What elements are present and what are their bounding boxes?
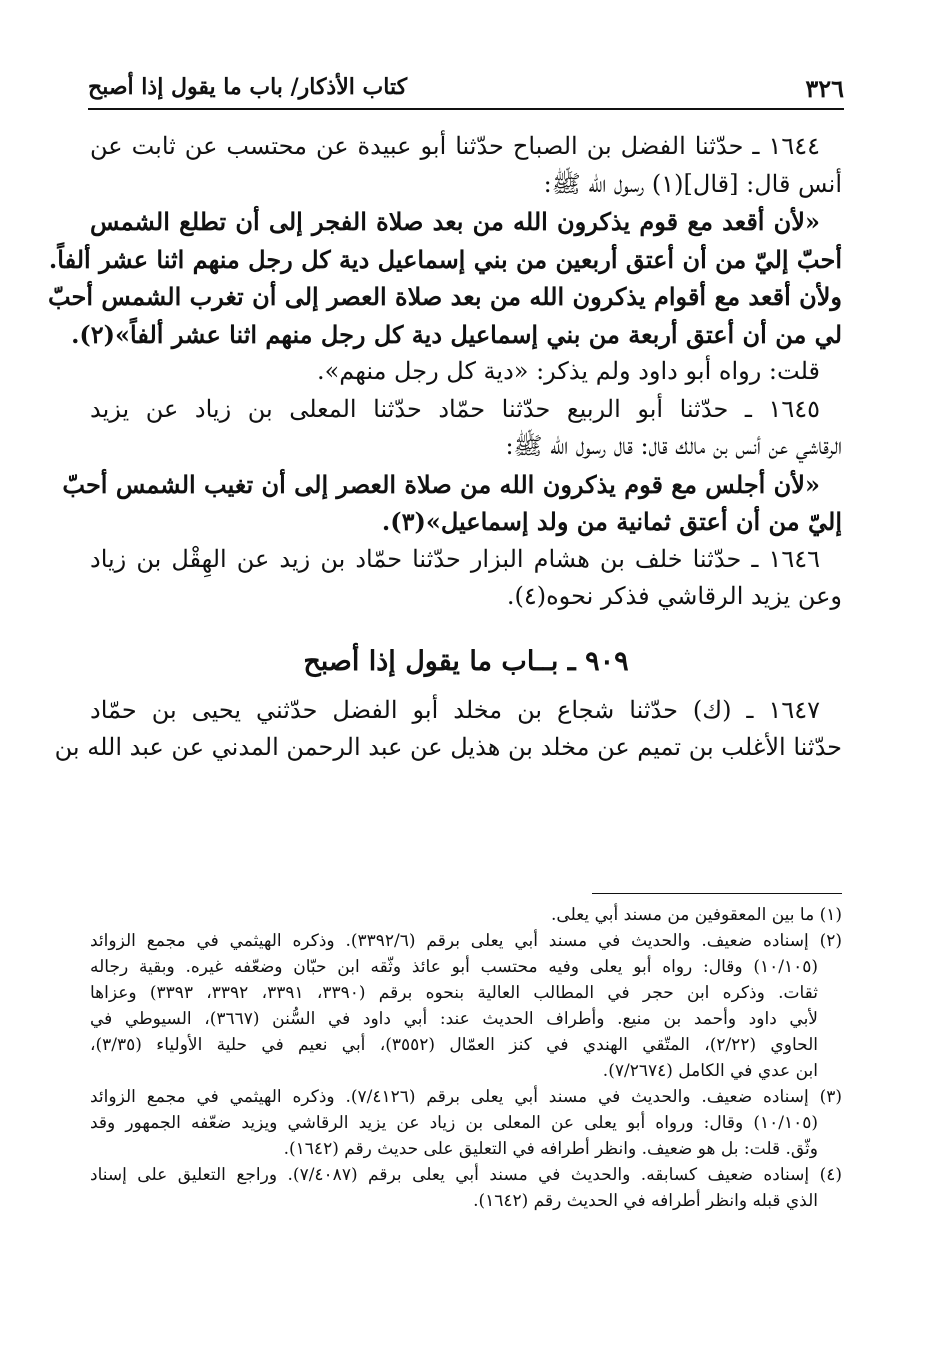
- hadith-1644-matn-line-3: ولأن أقعد مع أقوام يذكرون الله من بعد صلاة العصر إلى أن تغرب الشمس أحبّ: [47, 282, 842, 311]
- chapter-title: ٩٠٩ ـ بــاب ما يقول إذا أصبح: [303, 645, 629, 677]
- hadith-1644-matn-line-4: لي من أن أعتق أربعة من بني إسماعيل دية كل رجل منهم اثنا عشر ألفاً»(٢).: [71, 319, 842, 349]
- footnote-2-line-2: (١٠/١٠٥) وقال: رواه أبو يعلى وفيه محتسب أبو عائذ وثّقه ابن حبّان وضعّفه غيره. وبقية رجاله: [90, 957, 818, 977]
- footnote-3-line-3: وثّق. قلت: بل هو ضعيف. وانظر أطرافه في التعليق على حديث رقم (١٦٤٢).: [283, 1139, 818, 1159]
- hadith-1645-line-1: ١٦٤٥ ـ حدّثنا أبو الربيع حدّثنا حمّاد حدّثنا المعلى بن زياد عن يزيد: [90, 394, 820, 423]
- page-header: [88, 68, 844, 110]
- footnote-4-line-1: (٤) إسناده ضعيف كسابقه. والحديث في مسند أبي يعلى برقم (٧/٤٠٨٧). وراجع التعليق على إسناد: [90, 1165, 843, 1185]
- footnote-3-line-1: (٣) إسناده ضعيف. والحديث في مسند أبي يعلى برقم (٧/٤١٢٦). وذكره الهيثمي في مجمع الزوائد: [90, 1087, 842, 1107]
- footnote-2-line-3: ثقات. وذكره ابن حجر في المطالب العالية بنحوه برقم (٣٣٩٠، ٣٣٩١، ٣٣٩٢، ٣٣٩٣) وعزاها: [90, 983, 818, 1003]
- footnote-2-line-6: ابن عدي في الكامل (٧/٢٦٧٤).: [602, 1061, 818, 1081]
- hadith-1645-matn-line-2: إليّ من أن أعتق ثمانية من ولد إسماعيل»(٣).: [381, 507, 842, 536]
- footnote-1: (١) ما بين المعقوفين من مسند أبي يعلى.: [551, 905, 842, 925]
- footnote-2-line-1: (٢) إسناده ضعيف. والحديث في مسند أبي يعلى برقم (٣٣٩٢/٦). وذكره الهيثمي في مجمع الزوائد: [90, 931, 842, 951]
- footnote-2-line-4: لأبي داود وأحمد بن منيع. وأطراف الحديث عند: أبي داود في السُّنن (٣٦٦٧)، السيوطي في: [90, 1009, 818, 1029]
- hadith-1644-matn-line-2: أحبّ إليّ من أن أعتق أربعين من بني إسماعيل دية كل رجل منهم اثنا عشر ألفاً.: [48, 244, 842, 274]
- hadith-1644-line-1: ١٦٤٤ ـ حدّثنا الفضل بن الصباح حدّثنا أبو عبيدة عن محتسب عن ثابت عن: [90, 132, 820, 160]
- footnote-separator: [592, 893, 842, 894]
- hadith-1645-matn-line-1: «لأن أجلس مع قوم يذكرون الله من صلاة العصر إلى أن تغيب الشمس أحبّ: [62, 469, 820, 499]
- footnotes: [90, 902, 842, 1214]
- hadith-1644-matn-line-1: «لأن أقعد مع قوم يذكرون الله من بعد صلاة الفجر إلى أن تطلع الشمس: [90, 207, 820, 236]
- footnote-2-line-5: الحاوي (٢/٢٢)، المتّقي الهندي في كنز العمّال (٣٥٥٢)، أبي نعيم في حلية الأولياء (٣/٣٥)،: [90, 1035, 819, 1055]
- hadith-1647-line-2: حدّثنا الأغلب بن تميم عن مخلد بن هذيل عن عبد الرحمن المدني عن عبد الله بن: [54, 733, 842, 761]
- main-text: [47, 128, 842, 767]
- hadith-1647-line-1: ١٦٤٧ ـ (ك) حدّثنا شجاع بن مخلد أبو الفضل حدّثني يحيى بن حمّاد: [90, 695, 820, 724]
- hadith-1646-line-2: وعن يزيد الرقاشي فذكر نحوه(٤).: [506, 582, 842, 610]
- hadith-1644-line-2: أنس قال: [قال](١) رسول الله ﷺ:: [543, 169, 842, 198]
- hadith-1645-line-2: الرقاشي عن أنس بن مالك قال: قال رسول الله ﷺ:: [505, 432, 842, 460]
- footnote-3-line-2: (١٠/١٠٥) وقال: ورواه أبو يعلى عن المعلى بن زياد عن يزيد الرقاشي ويزيد ضعّفه الجمهور وقد: [90, 1113, 818, 1133]
- hadith-1646-line-1: ١٦٤٦ ـ حدّثنا خلف بن هشام البزار حدّثنا حمّاد بن زيد عن الهِقْل بن زياد: [90, 544, 820, 573]
- running-head: كتاب الأذكار/ باب ما يقول إذا أصبح: [88, 74, 408, 100]
- page-number: ٣٢٦: [805, 74, 844, 103]
- footnote-4-line-2: الذي قبله وانظر أطرافه في الحديث رقم (١٦٤٢).: [473, 1191, 818, 1211]
- hadith-1644-note: قلت: رواه أبو داود ولم يذكر: «دية كل رجل منهم».: [316, 357, 820, 385]
